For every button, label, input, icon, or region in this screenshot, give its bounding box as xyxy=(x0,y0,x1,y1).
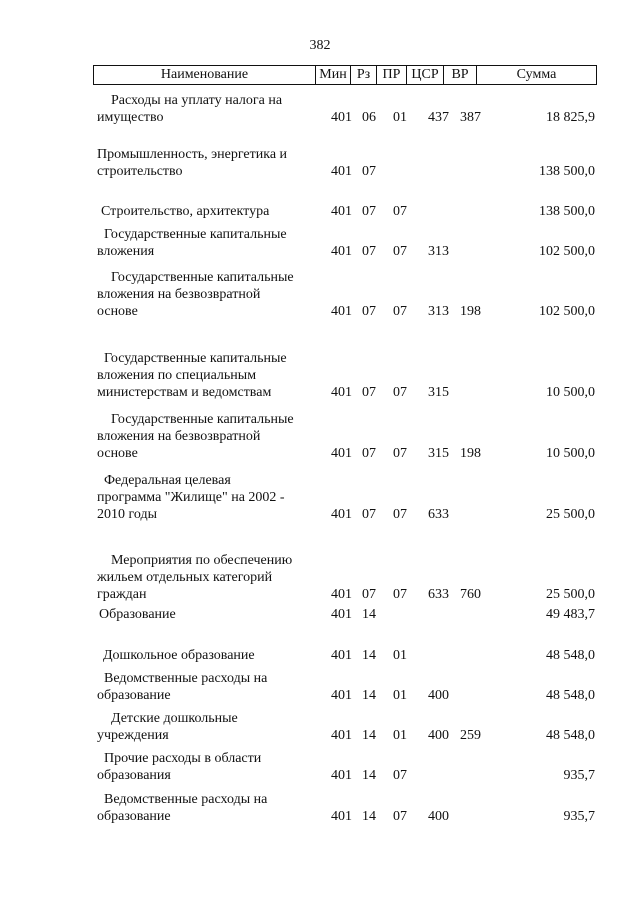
row-min: 401 xyxy=(331,648,352,663)
row-name: Расходы на уплату налога на имущество xyxy=(97,93,283,125)
row-pr: 07 xyxy=(393,809,407,824)
row-vr: 198 xyxy=(460,446,481,461)
row-rz: 14 xyxy=(362,607,376,622)
row-rz: 14 xyxy=(362,768,376,783)
row-name: Ведомственные расходы на образование xyxy=(97,671,268,703)
row-csr: 315 xyxy=(428,446,449,461)
row-min: 401 xyxy=(331,507,352,522)
row-sum: 10 500,0 xyxy=(546,385,595,400)
table-row xyxy=(0,791,640,825)
row-csr: 313 xyxy=(428,244,449,259)
row-min: 401 xyxy=(331,244,352,259)
row-min: 401 xyxy=(331,204,352,219)
row-name: Государственные капитальные вложения по специальным министерствам и ведомствам xyxy=(97,351,287,400)
row-sum: 935,7 xyxy=(563,768,595,783)
row-sum: 48 548,0 xyxy=(546,688,595,703)
row-min: 401 xyxy=(331,164,352,179)
table-header xyxy=(93,65,597,85)
row-min: 401 xyxy=(331,385,352,400)
column-header-sum: Сумма xyxy=(516,67,557,82)
row-pr: 07 xyxy=(393,446,407,461)
row-sum: 102 500,0 xyxy=(539,244,595,259)
row-min: 401 xyxy=(331,728,352,743)
row-sum: 48 548,0 xyxy=(546,728,595,743)
row-min: 401 xyxy=(331,446,352,461)
column-header-csr: ЦСР xyxy=(411,67,439,82)
column-header-pr: ПР xyxy=(382,67,401,82)
row-name: Государственные капитальные вложения на безвозвратной основе xyxy=(97,412,294,461)
row-name: Промышленность, энергетика и строительство xyxy=(97,147,288,179)
row-pr: 07 xyxy=(393,385,407,400)
row-vr: 198 xyxy=(460,304,481,319)
table-row xyxy=(0,606,640,623)
table-row xyxy=(0,269,640,320)
row-min: 401 xyxy=(331,110,352,125)
row-sum: 25 500,0 xyxy=(546,587,595,602)
row-sum: 10 500,0 xyxy=(546,446,595,461)
row-pr: 01 xyxy=(393,728,407,743)
row-name: Прочие расходы в области образования xyxy=(97,751,262,783)
row-min: 401 xyxy=(331,607,352,622)
table-row xyxy=(0,670,640,704)
row-csr: 400 xyxy=(428,728,449,743)
row-vr: 760 xyxy=(460,587,481,602)
row-rz: 07 xyxy=(362,587,376,602)
row-rz: 07 xyxy=(362,385,376,400)
table-row xyxy=(0,203,640,220)
row-rz: 07 xyxy=(362,204,376,219)
row-rz: 07 xyxy=(362,446,376,461)
row-pr: 07 xyxy=(393,204,407,219)
row-sum: 138 500,0 xyxy=(539,204,595,219)
row-sum: 138 500,0 xyxy=(539,164,595,179)
row-name: Дошкольное образование xyxy=(103,648,255,663)
table-row xyxy=(0,226,640,260)
row-csr: 400 xyxy=(428,809,449,824)
table-row xyxy=(0,750,640,784)
row-rz: 14 xyxy=(362,809,376,824)
row-sum: 102 500,0 xyxy=(539,304,595,319)
column-header-rz: Рз xyxy=(356,67,371,82)
row-name: Государственные капитальные вложения xyxy=(97,227,287,259)
column-header-name: Наименование xyxy=(160,67,249,82)
row-pr: 07 xyxy=(393,587,407,602)
row-min: 401 xyxy=(331,688,352,703)
row-name: Мероприятия по обеспечению жильем отдельных категорий граждан xyxy=(97,553,293,602)
row-rz: 07 xyxy=(362,304,376,319)
column-header-min: Мин xyxy=(319,67,347,82)
row-min: 401 xyxy=(331,768,352,783)
row-pr: 01 xyxy=(393,688,407,703)
page-number: 382 xyxy=(309,38,331,53)
row-name: Детские дошкольные учреждения xyxy=(97,711,238,743)
row-csr: 437 xyxy=(428,110,449,125)
table-row xyxy=(0,552,640,603)
column-header-vr: ВР xyxy=(451,67,469,82)
row-rz: 14 xyxy=(362,728,376,743)
table-row xyxy=(0,647,640,664)
row-pr: 07 xyxy=(393,244,407,259)
row-sum: 25 500,0 xyxy=(546,507,595,522)
row-min: 401 xyxy=(331,587,352,602)
row-csr: 400 xyxy=(428,688,449,703)
table-row xyxy=(0,92,640,126)
row-csr: 633 xyxy=(428,587,449,602)
row-pr: 07 xyxy=(393,507,407,522)
row-sum: 49 483,7 xyxy=(546,607,595,622)
row-rz: 07 xyxy=(362,244,376,259)
row-csr: 633 xyxy=(428,507,449,522)
row-sum: 18 825,9 xyxy=(546,110,595,125)
table-row xyxy=(0,710,640,744)
row-csr: 313 xyxy=(428,304,449,319)
row-name: Строительство, архитектура xyxy=(101,204,270,219)
row-csr: 315 xyxy=(428,385,449,400)
row-rz: 07 xyxy=(362,507,376,522)
row-sum: 48 548,0 xyxy=(546,648,595,663)
row-name: Федеральная целевая программа "Жилище" на 2002 - 2010 годы xyxy=(97,473,285,522)
row-rz: 14 xyxy=(362,688,376,703)
row-pr: 01 xyxy=(393,648,407,663)
row-pr: 07 xyxy=(393,304,407,319)
row-min: 401 xyxy=(331,304,352,319)
row-sum: 935,7 xyxy=(563,809,595,824)
row-min: 401 xyxy=(331,809,352,824)
row-name: Государственные капитальные вложения на безвозвратной основе xyxy=(97,270,294,319)
row-rz: 06 xyxy=(362,110,376,125)
row-rz: 14 xyxy=(362,648,376,663)
table-row xyxy=(0,411,640,462)
table-row xyxy=(0,350,640,401)
table-row xyxy=(0,146,640,180)
row-name: Образование xyxy=(99,607,176,622)
row-vr: 259 xyxy=(460,728,481,743)
row-vr: 387 xyxy=(460,110,481,125)
row-name: Ведомственные расходы на образование xyxy=(97,792,268,824)
table-row xyxy=(0,472,640,523)
row-rz: 07 xyxy=(362,164,376,179)
row-pr: 07 xyxy=(393,768,407,783)
row-pr: 01 xyxy=(393,110,407,125)
